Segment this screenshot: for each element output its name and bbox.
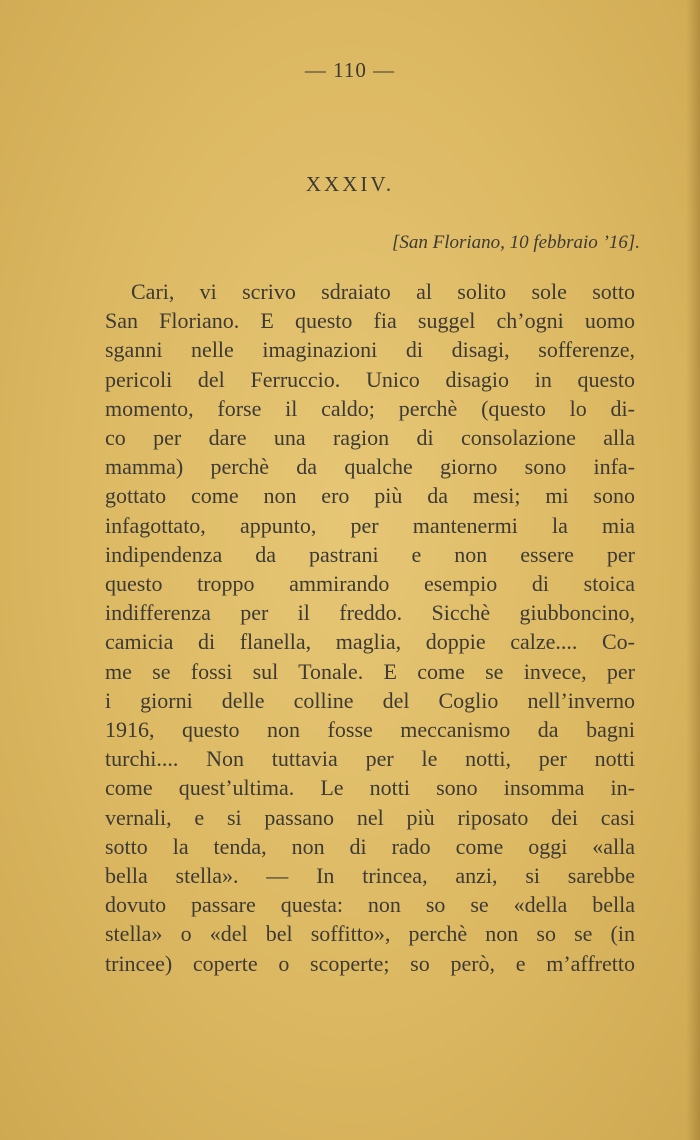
text-line: infagottato, appunto, per mantenermi la mia [105,512,635,538]
text-line: gottato come non ero più da mesi; mi sono [105,483,635,509]
text-line: camicia di flanella, maglia, doppie calze.... Co- [105,629,635,655]
text-line: bella stella». — In trincea, anzi, si sarebbe [105,863,635,889]
text-line: sganni nelle imaginazioni di disagi, sofferenze, [105,337,635,363]
text-line: co per dare una ragion di consolazione alla [105,425,635,451]
text-line: indipendenza da pastrani e non essere per [105,541,635,567]
text-line: vernali, e si passano nel più riposato dei casi [105,804,635,830]
text-line: sotto la tenda, non di rado come oggi «alla [105,833,635,859]
dateline: [San Floriano, 10 febbraio ’16]. [391,232,640,253]
page-number: — 110 — [304,58,396,82]
text-line: dovuto passare questa: non so se «della bella [105,892,635,918]
text-line: me se fossi sul Tonale. E come se invece, per [105,658,635,684]
text-line: momento, forse il caldo; perchè (questo lo di- [105,395,635,421]
chapter-heading: XXXIV. [305,172,395,196]
text-line: 1916, questo non fosse meccanismo da bagni [105,717,635,743]
page-edge-shadow [686,0,700,1140]
text-line: come quest’ultima. Le notti sono insomma in- [105,775,635,801]
text-line: Cari, vi scrivo sdraiato al solito sole sotto [131,279,635,304]
text-line: i giorni delle colline del Coglio nell’inverno [105,687,635,713]
text-line: turchi.... Non tuttavia per le notti, per notti [105,746,635,772]
text-line: pericoli del Ferruccio. Unico disagio in questo [105,366,635,392]
text-line: trincee) coperte o scoperte; so però, e m’affretto [105,950,635,976]
text-line: questo troppo ammirando esempio di stoica [105,571,635,597]
text-line: San Floriano. E questo fia suggel ch’ogni uomo [105,308,635,334]
text-line: indifferenza per il freddo. Sicchè giubboncino, [105,600,635,626]
letter-body [105,277,635,978]
text-line: mamma) perchè da qualche giorno sono infa- [105,454,635,480]
text-line: stella» o «del bel soffitto», perchè non so se (in [105,921,635,947]
